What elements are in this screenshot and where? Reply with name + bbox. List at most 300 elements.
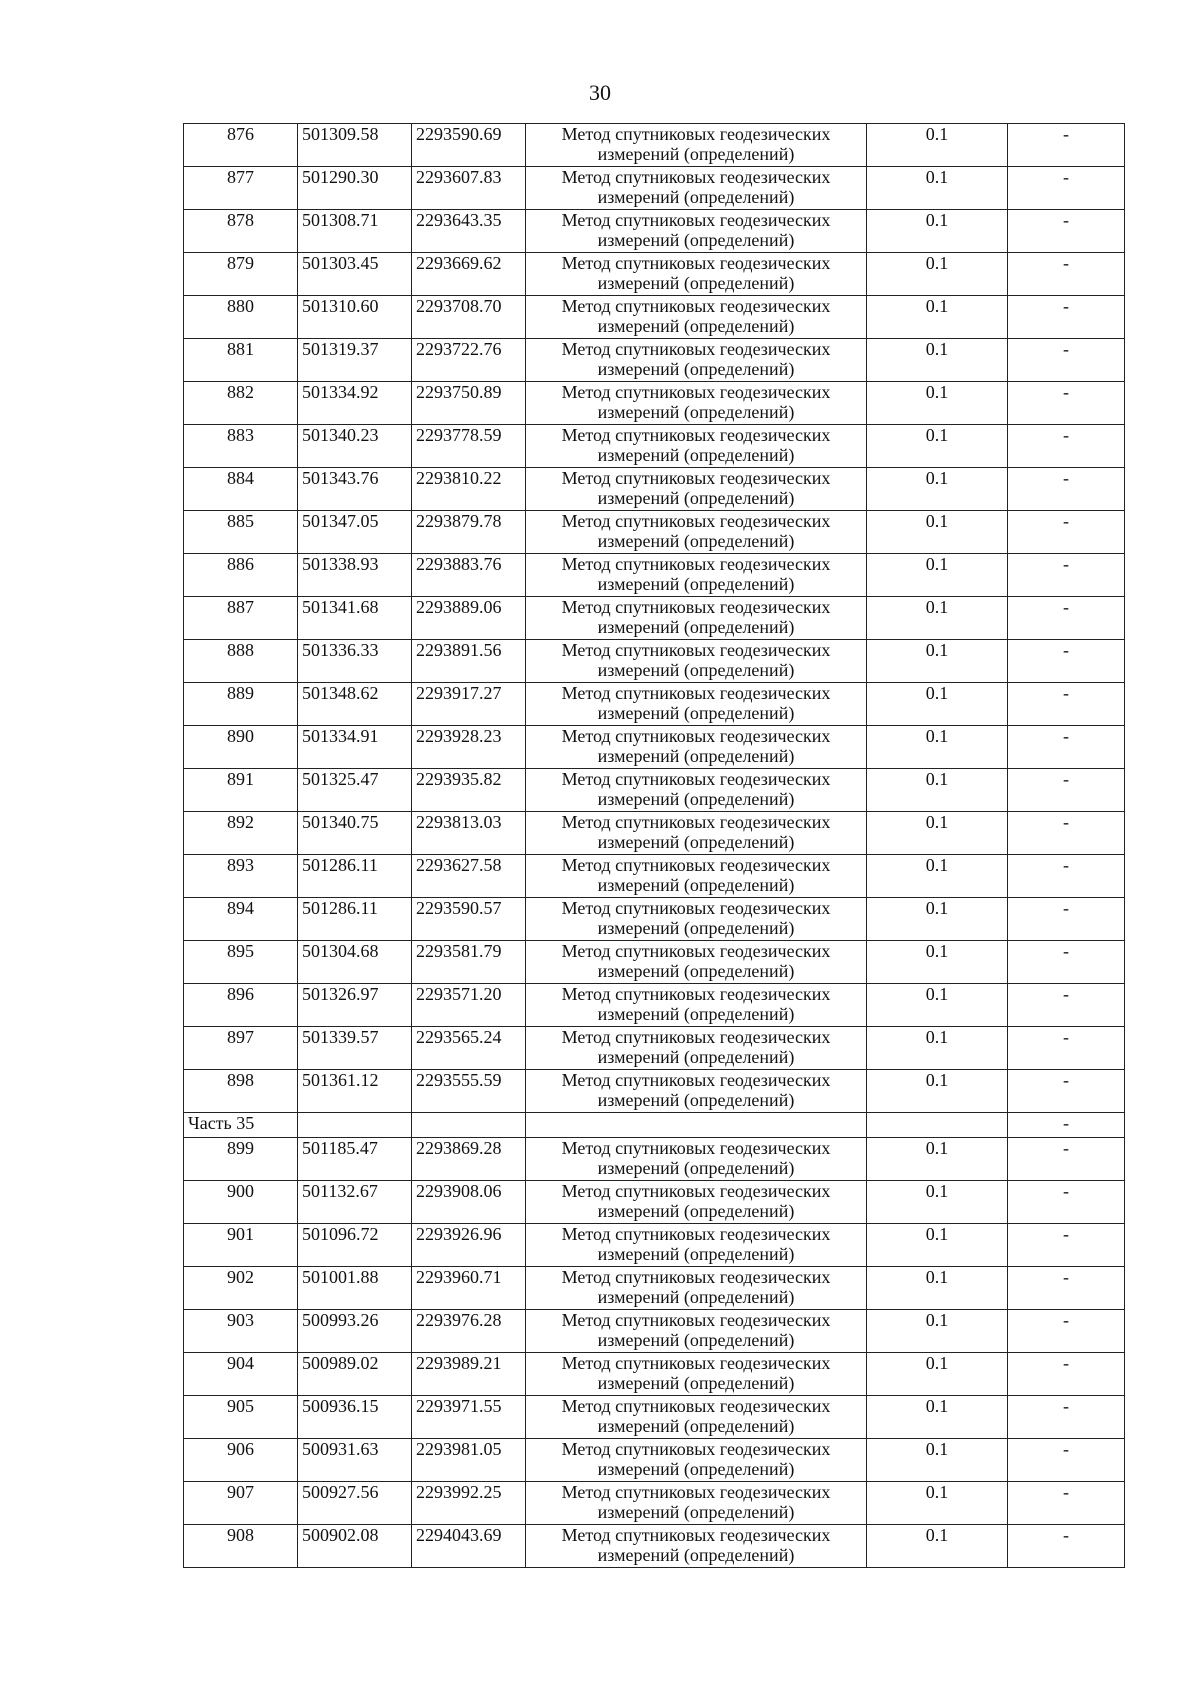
extra-value: - [1008, 167, 1125, 210]
x-coordinate: 501310.60 [298, 296, 412, 339]
x-coordinate: 501304.68 [298, 941, 412, 984]
method-cell [526, 984, 867, 1027]
table-row [184, 1396, 1125, 1439]
method-cell [526, 898, 867, 941]
extra-value: - [1008, 769, 1125, 812]
y-coordinate: 2293555.59 [412, 1070, 526, 1113]
method-line-2: измерений (определений) [597, 1330, 795, 1350]
extra-value: - [1008, 1482, 1125, 1525]
method-cell [526, 1482, 867, 1525]
method-line-2: измерений (определений) [597, 1373, 795, 1393]
x-coordinate: 501290.30 [298, 167, 412, 210]
method-line-1: Метод спутниковых геодезических [561, 339, 831, 359]
empty-cell [298, 1113, 412, 1138]
extra-value: - [1008, 1310, 1125, 1353]
y-coordinate: 2293917.27 [412, 683, 526, 726]
method-line-1: Метод спутниковых геодезических [561, 1070, 831, 1090]
accuracy-value: 0.1 [867, 640, 1008, 683]
method-cell [526, 726, 867, 769]
table-row [184, 640, 1125, 683]
method-line-2: измерений (определений) [597, 1416, 795, 1436]
table-row [184, 1070, 1125, 1113]
point-number: 889 [184, 683, 298, 726]
method-line-1: Метод спутниковых геодезических [561, 769, 831, 789]
method-cell [526, 640, 867, 683]
y-coordinate: 2293971.55 [412, 1396, 526, 1439]
extra-value: - [1008, 425, 1125, 468]
extra-value: - [1008, 683, 1125, 726]
table-row [184, 1224, 1125, 1267]
accuracy-value: 0.1 [867, 597, 1008, 640]
y-coordinate: 2293581.79 [412, 941, 526, 984]
extra-value: - [1008, 382, 1125, 425]
extra-value: - [1008, 210, 1125, 253]
extra-value: - [1008, 124, 1125, 167]
y-coordinate: 2293750.89 [412, 382, 526, 425]
y-coordinate: 2293813.03 [412, 812, 526, 855]
method-cell [526, 812, 867, 855]
extra-value: - [1008, 1113, 1125, 1138]
y-coordinate: 2293571.20 [412, 984, 526, 1027]
point-number: 893 [184, 855, 298, 898]
table-row [184, 1267, 1125, 1310]
table-row [184, 1027, 1125, 1070]
table-row [184, 382, 1125, 425]
table-row [184, 812, 1125, 855]
x-coordinate: 501348.62 [298, 683, 412, 726]
method-line-2: измерений (определений) [597, 1201, 795, 1221]
coordinates-table-body [184, 124, 1125, 1568]
y-coordinate: 2293708.70 [412, 296, 526, 339]
extra-value: - [1008, 1070, 1125, 1113]
accuracy-value: 0.1 [867, 898, 1008, 941]
method-line-1: Метод спутниковых геодезических [561, 167, 831, 187]
accuracy-value: 0.1 [867, 769, 1008, 812]
method-cell [526, 425, 867, 468]
extra-value: - [1008, 1267, 1125, 1310]
method-cell [526, 1310, 867, 1353]
table-row [184, 683, 1125, 726]
y-coordinate: 2293627.58 [412, 855, 526, 898]
table-row [184, 597, 1125, 640]
extra-value: - [1008, 554, 1125, 597]
x-coordinate: 501326.97 [298, 984, 412, 1027]
point-number: 891 [184, 769, 298, 812]
point-number: 878 [184, 210, 298, 253]
point-number: 886 [184, 554, 298, 597]
y-coordinate: 2293722.76 [412, 339, 526, 382]
y-coordinate: 2293590.69 [412, 124, 526, 167]
method-cell [526, 1224, 867, 1267]
method-line-2: измерений (определений) [597, 617, 795, 637]
section-header-row [184, 1113, 1125, 1138]
y-coordinate: 2293889.06 [412, 597, 526, 640]
accuracy-value: 0.1 [867, 1482, 1008, 1525]
y-coordinate: 2293607.83 [412, 167, 526, 210]
point-number: 888 [184, 640, 298, 683]
method-line-1: Метод спутниковых геодезических [561, 210, 831, 230]
table-row [184, 124, 1125, 167]
method-line-1: Метод спутниковых геодезических [561, 1181, 831, 1201]
method-line-1: Метод спутниковых геодезических [561, 1525, 831, 1545]
point-number: 902 [184, 1267, 298, 1310]
empty-cell [412, 1113, 526, 1138]
point-number: 879 [184, 253, 298, 296]
accuracy-value: 0.1 [867, 210, 1008, 253]
y-coordinate: 2293810.22 [412, 468, 526, 511]
method-line-2: измерений (определений) [597, 918, 795, 938]
method-cell [526, 941, 867, 984]
accuracy-value: 0.1 [867, 855, 1008, 898]
extra-value: - [1008, 1396, 1125, 1439]
method-line-1: Метод спутниковых геодезических [561, 683, 831, 703]
y-coordinate: 2293976.28 [412, 1310, 526, 1353]
point-number: 907 [184, 1482, 298, 1525]
method-cell [526, 1439, 867, 1482]
method-cell [526, 167, 867, 210]
point-number: 901 [184, 1224, 298, 1267]
table-row [184, 296, 1125, 339]
method-cell [526, 1181, 867, 1224]
x-coordinate: 501334.91 [298, 726, 412, 769]
table-row [184, 984, 1125, 1027]
empty-cell [526, 1113, 867, 1138]
table-row [184, 253, 1125, 296]
table-row [184, 898, 1125, 941]
method-line-1: Метод спутниковых геодезических [561, 468, 831, 488]
extra-value: - [1008, 468, 1125, 511]
method-line-2: измерений (определений) [597, 574, 795, 594]
table-row [184, 1310, 1125, 1353]
x-coordinate: 501334.92 [298, 382, 412, 425]
method-line-2: измерений (определений) [597, 746, 795, 766]
method-cell [526, 1396, 867, 1439]
accuracy-value: 0.1 [867, 1353, 1008, 1396]
method-line-1: Метод спутниковых геодезических [561, 726, 831, 746]
extra-value: - [1008, 1525, 1125, 1568]
extra-value: - [1008, 1138, 1125, 1181]
accuracy-value: 0.1 [867, 167, 1008, 210]
method-cell [526, 296, 867, 339]
y-coordinate: 2293891.56 [412, 640, 526, 683]
point-number: 880 [184, 296, 298, 339]
accuracy-value: 0.1 [867, 1396, 1008, 1439]
method-line-2: измерений (определений) [597, 445, 795, 465]
table-row [184, 468, 1125, 511]
y-coordinate: 2293928.23 [412, 726, 526, 769]
method-line-2: измерений (определений) [597, 230, 795, 250]
point-number: 883 [184, 425, 298, 468]
accuracy-value: 0.1 [867, 1138, 1008, 1181]
x-coordinate: 501286.11 [298, 855, 412, 898]
extra-value: - [1008, 1439, 1125, 1482]
point-number: 895 [184, 941, 298, 984]
table-row [184, 1525, 1125, 1568]
method-line-1: Метод спутниковых геодезических [561, 1267, 831, 1287]
extra-value: - [1008, 511, 1125, 554]
x-coordinate: 501339.57 [298, 1027, 412, 1070]
y-coordinate: 2293989.21 [412, 1353, 526, 1396]
extra-value: - [1008, 597, 1125, 640]
table-row [184, 1138, 1125, 1181]
accuracy-value: 0.1 [867, 296, 1008, 339]
y-coordinate: 2293879.78 [412, 511, 526, 554]
extra-value: - [1008, 898, 1125, 941]
x-coordinate: 500902.08 [298, 1525, 412, 1568]
method-line-1: Метод спутниковых геодезических [561, 1353, 831, 1373]
method-line-2: измерений (определений) [597, 187, 795, 207]
accuracy-value: 0.1 [867, 1027, 1008, 1070]
table-row [184, 1439, 1125, 1482]
method-line-1: Метод спутниковых геодезических [561, 597, 831, 617]
accuracy-value: 0.1 [867, 124, 1008, 167]
method-line-1: Метод спутниковых геодезических [561, 1027, 831, 1047]
method-line-1: Метод спутниковых геодезических [561, 1138, 831, 1158]
method-line-2: измерений (определений) [597, 316, 795, 336]
accuracy-value: 0.1 [867, 1439, 1008, 1482]
accuracy-value: 0.1 [867, 726, 1008, 769]
method-line-2: измерений (определений) [597, 1459, 795, 1479]
point-number: 892 [184, 812, 298, 855]
x-coordinate: 501343.76 [298, 468, 412, 511]
method-line-1: Метод спутниковых геодезических [561, 382, 831, 402]
method-line-1: Метод спутниковых геодезических [561, 941, 831, 961]
accuracy-value: 0.1 [867, 941, 1008, 984]
method-line-1: Метод спутниковых геодезических [561, 296, 831, 316]
point-number: 882 [184, 382, 298, 425]
table-row [184, 855, 1125, 898]
method-line-2: измерений (определений) [597, 703, 795, 723]
accuracy-value: 0.1 [867, 1310, 1008, 1353]
accuracy-value: 0.1 [867, 683, 1008, 726]
method-line-2: измерений (определений) [597, 402, 795, 422]
method-cell [526, 1138, 867, 1181]
x-coordinate: 501132.67 [298, 1181, 412, 1224]
point-number: 908 [184, 1525, 298, 1568]
point-number: 900 [184, 1181, 298, 1224]
method-line-2: измерений (определений) [597, 961, 795, 981]
extra-value: - [1008, 726, 1125, 769]
method-line-2: измерений (определений) [597, 144, 795, 164]
y-coordinate: 2293883.76 [412, 554, 526, 597]
point-number: 903 [184, 1310, 298, 1353]
accuracy-value: 0.1 [867, 1525, 1008, 1568]
y-coordinate: 2293992.25 [412, 1482, 526, 1525]
y-coordinate: 2294043.69 [412, 1525, 526, 1568]
method-line-2: измерений (определений) [597, 1244, 795, 1264]
table-row [184, 425, 1125, 468]
method-line-2: измерений (определений) [597, 1287, 795, 1307]
table-row [184, 1353, 1125, 1396]
y-coordinate: 2293926.96 [412, 1224, 526, 1267]
method-cell [526, 554, 867, 597]
y-coordinate: 2293643.35 [412, 210, 526, 253]
point-number: 877 [184, 167, 298, 210]
coordinates-table [183, 123, 1125, 1568]
method-cell [526, 1070, 867, 1113]
method-line-1: Метод спутниковых геодезических [561, 511, 831, 531]
table-row [184, 941, 1125, 984]
method-line-2: измерений (определений) [597, 1004, 795, 1024]
table-row [184, 769, 1125, 812]
y-coordinate: 2293981.05 [412, 1439, 526, 1482]
point-number: 885 [184, 511, 298, 554]
y-coordinate: 2293869.28 [412, 1138, 526, 1181]
method-line-2: измерений (определений) [597, 789, 795, 809]
method-cell [526, 1027, 867, 1070]
method-cell [526, 468, 867, 511]
x-coordinate: 501303.45 [298, 253, 412, 296]
x-coordinate: 501001.88 [298, 1267, 412, 1310]
table-row [184, 554, 1125, 597]
x-coordinate: 501338.93 [298, 554, 412, 597]
point-number: 898 [184, 1070, 298, 1113]
method-line-2: измерений (определений) [597, 660, 795, 680]
x-coordinate: 501185.47 [298, 1138, 412, 1181]
x-coordinate: 501336.33 [298, 640, 412, 683]
method-cell [526, 1353, 867, 1396]
method-line-1: Метод спутниковых геодезических [561, 1482, 831, 1502]
accuracy-value: 0.1 [867, 1070, 1008, 1113]
y-coordinate: 2293908.06 [412, 1181, 526, 1224]
x-coordinate: 500927.56 [298, 1482, 412, 1525]
method-line-1: Метод спутниковых геодезических [561, 124, 831, 144]
method-line-1: Метод спутниковых геодезических [561, 1310, 831, 1330]
accuracy-value: 0.1 [867, 425, 1008, 468]
y-coordinate: 2293935.82 [412, 769, 526, 812]
accuracy-value: 0.1 [867, 468, 1008, 511]
page-number: 30 [589, 80, 611, 105]
method-cell [526, 124, 867, 167]
method-line-1: Метод спутниковых геодезических [561, 640, 831, 660]
method-cell [526, 855, 867, 898]
x-coordinate: 500989.02 [298, 1353, 412, 1396]
x-coordinate: 501286.11 [298, 898, 412, 941]
method-line-1: Метод спутниковых геодезических [561, 1396, 831, 1416]
point-number: 905 [184, 1396, 298, 1439]
method-line-2: измерений (определений) [597, 359, 795, 379]
x-coordinate: 500931.63 [298, 1439, 412, 1482]
extra-value: - [1008, 1353, 1125, 1396]
method-line-1: Метод спутниковых геодезических [561, 855, 831, 875]
point-number: 887 [184, 597, 298, 640]
x-coordinate: 501361.12 [298, 1070, 412, 1113]
extra-value: - [1008, 1224, 1125, 1267]
point-number: 881 [184, 339, 298, 382]
table-row [184, 1482, 1125, 1525]
table-row [184, 511, 1125, 554]
point-number: 876 [184, 124, 298, 167]
accuracy-value: 0.1 [867, 984, 1008, 1027]
extra-value: - [1008, 296, 1125, 339]
method-line-1: Метод спутниковых геодезических [561, 1439, 831, 1459]
method-line-1: Метод спутниковых геодезических [561, 425, 831, 445]
method-line-2: измерений (определений) [597, 273, 795, 293]
table-row [184, 1181, 1125, 1224]
method-cell [526, 253, 867, 296]
y-coordinate: 2293669.62 [412, 253, 526, 296]
method-line-1: Метод спутниковых геодезических [561, 1224, 831, 1244]
x-coordinate: 501319.37 [298, 339, 412, 382]
point-number: 894 [184, 898, 298, 941]
x-coordinate: 501096.72 [298, 1224, 412, 1267]
y-coordinate: 2293590.57 [412, 898, 526, 941]
method-cell [526, 511, 867, 554]
x-coordinate: 500993.26 [298, 1310, 412, 1353]
point-number: 896 [184, 984, 298, 1027]
point-number: 906 [184, 1439, 298, 1482]
table-row [184, 210, 1125, 253]
method-line-2: измерений (определений) [597, 531, 795, 551]
extra-value: - [1008, 339, 1125, 382]
method-cell [526, 683, 867, 726]
method-line-2: измерений (определений) [597, 1502, 795, 1522]
method-line-2: измерений (определений) [597, 1047, 795, 1067]
extra-value: - [1008, 984, 1125, 1027]
x-coordinate: 501347.05 [298, 511, 412, 554]
method-line-2: измерений (определений) [597, 488, 795, 508]
method-line-1: Метод спутниковых геодезических [561, 812, 831, 832]
method-cell [526, 769, 867, 812]
extra-value: - [1008, 640, 1125, 683]
accuracy-value: 0.1 [867, 511, 1008, 554]
accuracy-value: 0.1 [867, 1224, 1008, 1267]
method-line-1: Метод спутниковых геодезических [561, 898, 831, 918]
method-cell [526, 382, 867, 425]
method-cell [526, 1267, 867, 1310]
x-coordinate: 501308.71 [298, 210, 412, 253]
x-coordinate: 501325.47 [298, 769, 412, 812]
point-number: 899 [184, 1138, 298, 1181]
method-line-2: измерений (определений) [597, 832, 795, 852]
accuracy-value: 0.1 [867, 339, 1008, 382]
method-line-2: измерений (определений) [597, 1545, 795, 1565]
point-number: 904 [184, 1353, 298, 1396]
method-line-1: Метод спутниковых геодезических [561, 253, 831, 273]
accuracy-value: 0.1 [867, 253, 1008, 296]
method-line-2: измерений (определений) [597, 1158, 795, 1178]
table-row [184, 726, 1125, 769]
extra-value: - [1008, 1181, 1125, 1224]
extra-value: - [1008, 941, 1125, 984]
section-label: Часть 35 [184, 1113, 298, 1138]
empty-cell [867, 1113, 1008, 1138]
x-coordinate: 500936.15 [298, 1396, 412, 1439]
extra-value: - [1008, 855, 1125, 898]
method-cell [526, 339, 867, 382]
table-row [184, 339, 1125, 382]
point-number: 884 [184, 468, 298, 511]
method-cell [526, 210, 867, 253]
y-coordinate: 2293778.59 [412, 425, 526, 468]
y-coordinate: 2293565.24 [412, 1027, 526, 1070]
x-coordinate: 501309.58 [298, 124, 412, 167]
y-coordinate: 2293960.71 [412, 1267, 526, 1310]
x-coordinate: 501341.68 [298, 597, 412, 640]
table-row [184, 167, 1125, 210]
extra-value: - [1008, 253, 1125, 296]
accuracy-value: 0.1 [867, 554, 1008, 597]
accuracy-value: 0.1 [867, 382, 1008, 425]
accuracy-value: 0.1 [867, 812, 1008, 855]
extra-value: - [1008, 1027, 1125, 1070]
point-number: 897 [184, 1027, 298, 1070]
method-cell [526, 1525, 867, 1568]
method-line-2: измерений (определений) [597, 875, 795, 895]
x-coordinate: 501340.23 [298, 425, 412, 468]
accuracy-value: 0.1 [867, 1181, 1008, 1224]
accuracy-value: 0.1 [867, 1267, 1008, 1310]
